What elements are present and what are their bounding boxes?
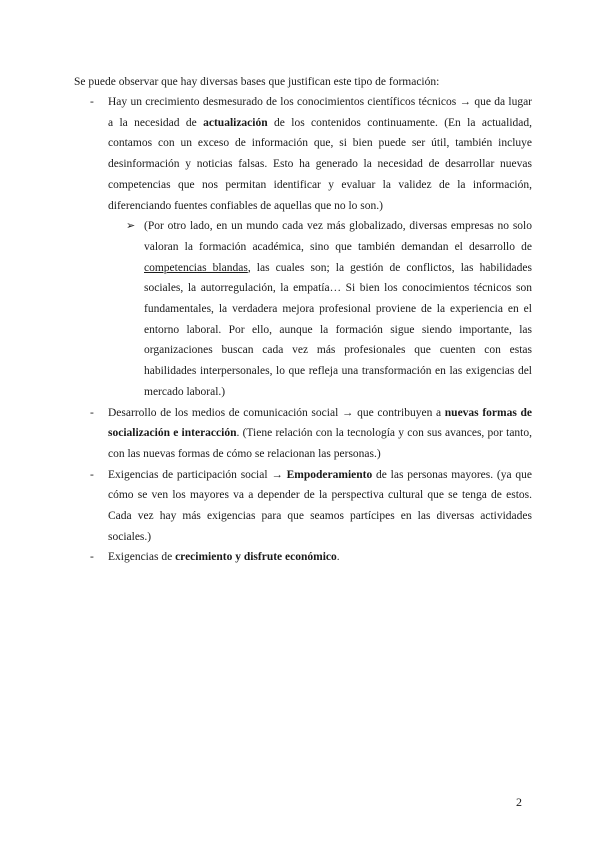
list-item [74, 465, 532, 548]
item-text: Exigencias de participación social → [108, 468, 287, 481]
sub-list-item [74, 216, 532, 402]
item-bold-text: crecimiento y disfrute económico [175, 551, 337, 564]
item-text: Hay un crecimiento desmesurado de los conocimientos científicos técnicos → que da lugar a la necesidad de [108, 96, 532, 129]
page-number: 2 [516, 795, 522, 809]
intro-paragraph: Se puede observar que hay diversas bases que justifican este tipo de formación: [74, 76, 440, 88]
item-bold-text: nuevas formas de socialización e interacción [108, 406, 532, 440]
sub-item-text: (Por otro lado, en un mundo cada vez más globalizado, diversas empresas no solo valoran la formación académica, sino que también demandan el desarrollo de [144, 220, 532, 253]
item-text-rest: de las personas mayores. (ya que cómo se ven los mayores va a depender de la perspectiva cultural que se tenga de estos. Cada vez hay más exigencias para que seamos partícipes en las diversas actividades sociales.) [108, 468, 532, 543]
item-text-rest: . (Tiene relación con la tecnología y con sus avances, por tanto, con las nuevas formas de cómo se relacionan las personas.) [108, 427, 532, 460]
bullet-list [74, 92, 532, 568]
dash-bullet: - [90, 406, 94, 419]
list-item [74, 547, 532, 568]
sub-item-underlined-text: competencias blandas [144, 261, 248, 274]
list-item [74, 92, 532, 216]
list-item [74, 403, 532, 465]
item-text-rest: de los contenidos continuamente. (En la actualidad, contamos con un exceso de información que, si bien puede ser útil, también incluye desinformación y noticias falsas. Esto ha generado la necesidad de desarrollar nuevas competencias que nos permitan identificar y evaluar la validez de la información, diferenciando fuentes confiables de aquellas que no lo son.) [108, 116, 532, 212]
item-text: Desarrollo de los medios de comunicación social → que contribuyen a [108, 406, 445, 419]
dash-bullet: - [90, 468, 94, 481]
item-bold-text: Empoderamiento [286, 468, 373, 481]
dash-bullet: - [90, 551, 94, 564]
item-bold-text: actualización [203, 116, 268, 129]
arrow-bullet-icon: ➢ [126, 220, 136, 233]
item-text-rest: . [336, 551, 340, 564]
dash-bullet: - [90, 96, 94, 108]
item-text: Exigencias de [108, 551, 176, 564]
sub-item-text-rest: , las cuales son; la gestión de conflictos, las habilidades sociales, la autorregulación, la empatía… Si bien los conocimientos técnicos son fundamentales, la verdadera mejora profesional proviene de la experiencia en el entorno laboral. Por ello, aunque la formación sigue siendo importante, las organizaciones buscan cada vez más profesionales que cuenten con estas habilidades interpersonales, lo que refleja una transformación en las exigencias del mercado laboral.) [144, 261, 532, 398]
